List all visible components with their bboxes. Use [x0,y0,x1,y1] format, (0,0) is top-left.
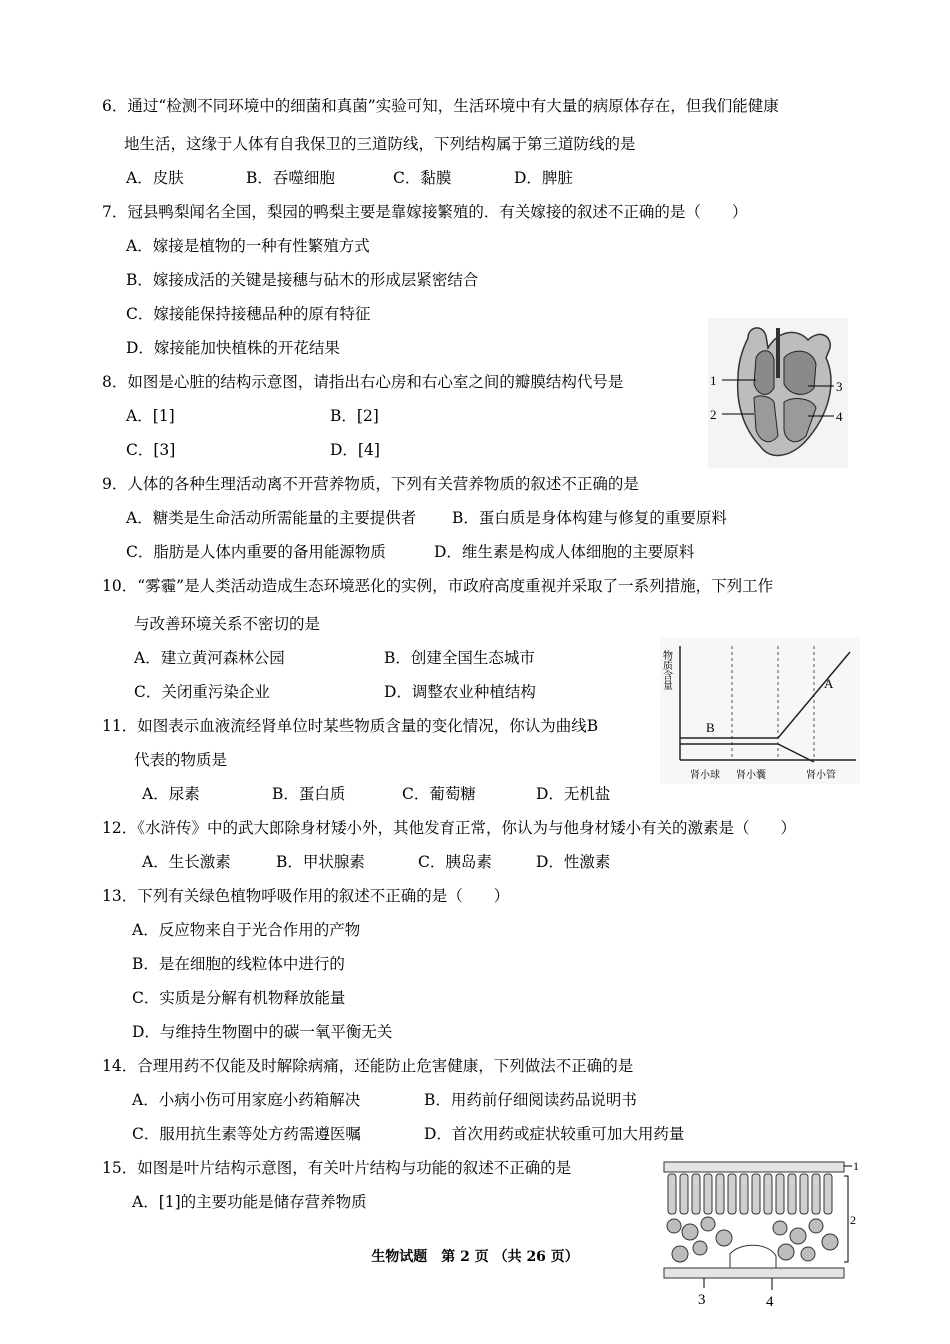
q11-option-a: A．尿素 [142,785,200,803]
q8-option-d: D．[4] [330,441,380,459]
q13-option-d: D．与维持生物圈中的碳一氧平衡无关 [132,1023,393,1041]
q11-option-d: D．无机盐 [536,785,611,803]
q7-option-d: D．嫁接能加快植株的开花结果 [126,339,340,357]
kidney-chart [660,638,860,784]
chart-y-label: 物质含量 [660,650,672,690]
leaf-label-4: 4 [766,1294,774,1308]
q6-stem-line1: 6．通过“检测不同环境中的细菌和真菌”实验可知，生活环境中有大量的病原体存在，但我们能健康 [102,97,779,115]
q9-option-c: C．脂肪是人体内重要的备用能源物质 [126,543,386,561]
x-label-capsule: 肾小囊 [736,770,766,781]
q15-stem: 15．如图是叶片结构示意图，有关叶片结构与功能的叙述不正确的是 [102,1159,572,1177]
q9-option-b: B．蛋白质是身体构建与修复的重要原料 [452,509,727,527]
q8-option-c: C．[3] [126,441,176,459]
heart-diagram [708,318,848,468]
q11-stem-line1: 11．如图表示血液流经肾单位时某些物质含量的变化情况，你认为曲线B [102,717,599,735]
q10-option-b: B．创建全国生态城市 [384,649,535,667]
q7-option-c: C．嫁接能保持接穗品种的原有特征 [126,305,371,323]
q10-option-c: C．关闭重污染企业 [134,683,270,701]
q10-stem-line2: 与改善环境关系不密切的是 [134,615,321,633]
leaf-label-2: 2 [850,1213,856,1227]
q12-option-b: B．甲状腺素 [276,853,365,871]
q7-stem: 7．冠县鸭梨闻名全国，梨园的鸭梨主要是靠嫁接繁殖的．有关嫁接的叙述不正确的是（ ） [102,203,748,221]
heart-label-2: 2 [710,407,717,422]
q14-option-d: D．首次用药或症状较重可加大用药量 [424,1125,685,1143]
page-footer: 生物试题 第 2 页 （共 26 页） [371,1249,579,1265]
q6-option-d: D．脾脏 [514,169,573,187]
q8-stem: 8．如图是心脏的结构示意图，请指出右心房和右心室之间的瓣膜结构代号是 [102,373,624,391]
q12-option-a: A．生长激素 [142,853,231,871]
q9-option-a: A．糖类是生命活动所需能量的主要提供者 [126,509,417,527]
x-label-glomerulus: 肾小球 [690,770,720,781]
q13-option-c: C．实质是分解有机物释放能量 [132,989,346,1007]
q8-option-b: B．[2] [330,407,379,425]
q7-option-a: A．嫁接是植物的一种有性繁殖方式 [126,237,370,255]
heart-label-1: 1 [710,373,717,388]
q10-option-d: D．调整农业种植结构 [384,683,536,701]
q12-option-c: C．胰岛素 [418,853,492,871]
q8-option-a: A．[1] [126,407,175,425]
q15-option-a: A．[1]的主要功能是储存营养物质 [132,1193,367,1211]
q6-option-c: C．黏膜 [393,169,452,187]
q14-stem: 14．合理用药不仅能及时解除病痛，还能防止危害健康，下列做法不正确的是 [102,1057,634,1075]
q14-option-c: C．服用抗生素等处方药需遵医嘱 [132,1125,361,1143]
q11-stem-line2: 代表的物质是 [134,751,228,769]
heart-label-4: 4 [836,409,843,424]
q13-option-b: B．是在细胞的线粒体中进行的 [132,955,345,973]
q10-stem-line1: 10．“雾霾”是人类活动造成生态环境恶化的实例，市政府高度重视并采取了一系列措施，下列工作 [102,577,774,595]
curve-a-label: A [824,676,834,691]
q6-option-a: A．皮肤 [126,169,184,187]
q12-option-d: D．性激素 [536,853,611,871]
q11-option-b: B．蛋白质 [272,785,346,803]
leaf-label-3: 3 [698,1292,706,1308]
q6-stem-line2: 地生活，这缘于人体有自我保卫的三道防线，下列结构属于第三道防线的是 [124,135,636,153]
q9-stem: 9．人体的各种生理活动离不开营养物质，下列有关营养物质的叙述不正确的是 [102,475,639,493]
q14-option-b: B．用药前仔细阅读药品说明书 [424,1091,637,1109]
leaf-diagram [660,1158,860,1308]
q13-stem: 13．下列有关绿色植物呼吸作用的叙述不正确的是（ ） [102,887,510,905]
leaf-label-1: 1 [853,1159,859,1173]
q12-stem: 12．《水浒传》中的武大郎除身材矮小外，其他发育正常，你认为与他身材矮小有关的激素是（ ） [102,819,796,837]
q9-option-d: D．维生素是构成人体细胞的主要原料 [434,543,695,561]
curve-b-label: B [706,720,715,735]
q14-option-a: A．小病小伤可用家庭小药箱解决 [132,1091,361,1109]
q6-option-b: B．吞噬细胞 [246,169,335,187]
q11-option-c: C．葡萄糖 [402,785,476,803]
q13-option-a: A．反应物来自于光合作用的产物 [132,921,361,939]
q10-option-a: A．建立黄河森林公园 [134,649,285,667]
q7-option-b: B．嫁接成活的关键是接穗与砧木的形成层紧密结合 [126,271,479,289]
heart-label-3: 3 [836,379,843,394]
x-label-tubule: 肾小管 [806,770,836,781]
